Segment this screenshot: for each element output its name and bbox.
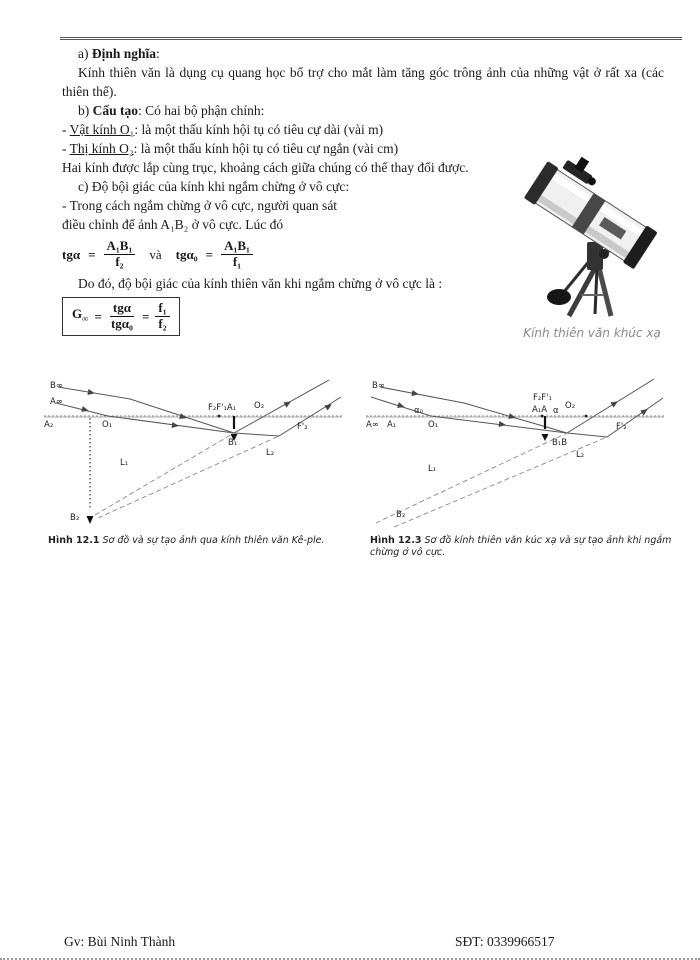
lens2-point [585, 415, 588, 418]
item1-text: : là một thấu kính hội tụ có tiêu cự dài (vài m) [134, 122, 384, 137]
boxed-den-2: f₂ [158, 315, 167, 331]
label-B2: B₂ [396, 510, 406, 520]
exit-ray-1 [567, 379, 654, 433]
figure-number-12-3: Hình 12.3 [370, 535, 422, 546]
telescope-figure [502, 150, 682, 340]
label-F2-F1: F₂F'₁ [533, 393, 552, 403]
section-b-prefix: b) [78, 103, 93, 118]
label-F2-F1-A1: F₂F'₁A₁ [208, 403, 237, 413]
label-B-infinity: B∞ [372, 381, 385, 391]
telescope-illustration [507, 150, 677, 318]
g-base: G [72, 306, 83, 322]
label-O1: O₁ [428, 420, 439, 430]
tripod [569, 268, 611, 316]
figure-text-12-3: Sơ đồ kính thiên văn kúc xạ và sự tạo ảnh khi ngắm chừng ở vô cực. [370, 535, 672, 558]
label-L1: L₁ [428, 464, 437, 474]
figure-caption-12-3 [364, 535, 674, 559]
item1-term: Vật kính O₁ [69, 122, 135, 137]
objective-lens-item [62, 120, 664, 139]
label-L2: L₂ [266, 448, 275, 458]
label-B-infinity: B∞ [50, 381, 63, 391]
definition-paragraph: Kính thiên văn là dụng cụ quang học bổ trợ cho mắt làm tăng góc trông ảnh của những vật ở rất xa (các thiên thể). [62, 65, 664, 99]
teacher-name: Gv: Bùi Ninh Thành [64, 934, 176, 949]
formula1-denominator: f₂ [115, 253, 124, 269]
equals-sign: = [141, 308, 150, 324]
label-O1: O₁ [102, 420, 113, 430]
telescope-caption: Kính thiên văn khúc xạ [523, 326, 661, 340]
ray-diagram-infinity [364, 376, 669, 528]
label-alpha: α [553, 406, 559, 416]
label-B1-B: B₁B [552, 438, 568, 448]
adjust-image-line: điều chỉnh để ảnh A₁B₂ ở vô cực. Lúc đó [62, 217, 284, 232]
figure-text-12-1: Sơ đồ và sự tạo ảnh qua kính thiên văn Kê-ple. [99, 535, 325, 546]
focus-point [541, 415, 544, 418]
section-b-heading [62, 101, 664, 120]
figure-caption-12-1 [42, 535, 352, 547]
page-footer [0, 932, 700, 960]
label-B2: B₂ [70, 513, 80, 523]
infinity-subscript: ∞ [82, 313, 89, 324]
figure-12-1 [42, 376, 352, 559]
label-L2: L₂ [576, 450, 585, 460]
section-b-title: Cấu tạo [92, 103, 139, 118]
section-b-rest: : Có hai bộ phận chính: [138, 103, 265, 118]
label-L1: L₁ [120, 458, 129, 468]
formula1-numerator: A₁B₁ [104, 239, 136, 255]
label-A-infinity: A∞ [50, 397, 63, 407]
boxed-num-1: tgα [110, 301, 134, 317]
label-O2: O₂ [565, 401, 576, 411]
item2-dash: - [62, 141, 70, 156]
label-F2-prime: F'₂ [297, 422, 308, 432]
g-symbol [72, 304, 89, 329]
magnification-boxed-formula [62, 297, 180, 336]
therefore-line: Do đó, độ bội giác của kính thiên văn khi ngắm chừng ở vô cực là : [78, 275, 443, 291]
equals-sign: = [205, 246, 214, 262]
focus-point [218, 415, 221, 418]
both-lenses-line: Hai kính được lắp cùng trục, khoảng cách giữa chúng có thể thay đổi được. [62, 160, 469, 175]
figures-row [42, 376, 674, 559]
label-A1: A₁ [387, 420, 397, 430]
formula2-numerator: A₁B₁ [221, 239, 253, 255]
formula1-fraction [104, 239, 136, 270]
and-word: và [149, 246, 162, 262]
construction-line-2 [98, 436, 279, 518]
section-c-heading: c) Độ bội giác của kính khi ngắm chừng ở vô cực: [78, 179, 350, 194]
label-F2-prime: F'₂ [616, 422, 627, 432]
figure-12-3 [364, 376, 674, 559]
formula2-denominator: f₁ [232, 253, 242, 269]
boxed-den-1: tgα₀ [110, 315, 133, 331]
formula2-lhs: tgα₀ [175, 246, 198, 262]
section-a-heading [62, 44, 664, 63]
boxed-fraction-1 [108, 301, 136, 332]
label-A1-A: A₁A [532, 405, 548, 415]
section-a-colon: : [156, 46, 160, 61]
section-a-title: Định nghĩa [91, 46, 157, 61]
label-O2: O₂ [254, 401, 265, 411]
phone-number: SĐT: 0339966517 [455, 934, 555, 949]
top-rule [60, 37, 682, 40]
label-A-infinity: A∞ [366, 420, 379, 430]
equals-sign: = [94, 308, 102, 324]
label-A2: A₂ [44, 420, 54, 430]
item2-text: : là một thấu kính hội tụ có tiêu cự ngắn (vài cm) [133, 141, 399, 156]
item2-term: Thị kính O₂ [69, 141, 134, 156]
boxed-num-2: f₁ [155, 301, 169, 317]
label-B1: B₁ [228, 438, 238, 448]
viewing-infinity-line: - Trong cách ngắm chừng ở vô cực, người quan sát [62, 198, 338, 213]
exit-ray-1 [234, 380, 329, 433]
figure-number-12-1: Hình 12.1 [48, 535, 100, 546]
ray-diagram-kepler [42, 376, 347, 528]
section-a-prefix: a) [78, 46, 92, 61]
label-alpha0: α₀ [414, 406, 424, 416]
equals-sign: = [88, 246, 96, 262]
construction-line-1 [95, 433, 234, 515]
boxed-fraction-2 [155, 301, 169, 332]
formula2-fraction [221, 239, 253, 270]
formula1-lhs: tgα [62, 246, 81, 262]
item1-dash: - [62, 122, 70, 137]
